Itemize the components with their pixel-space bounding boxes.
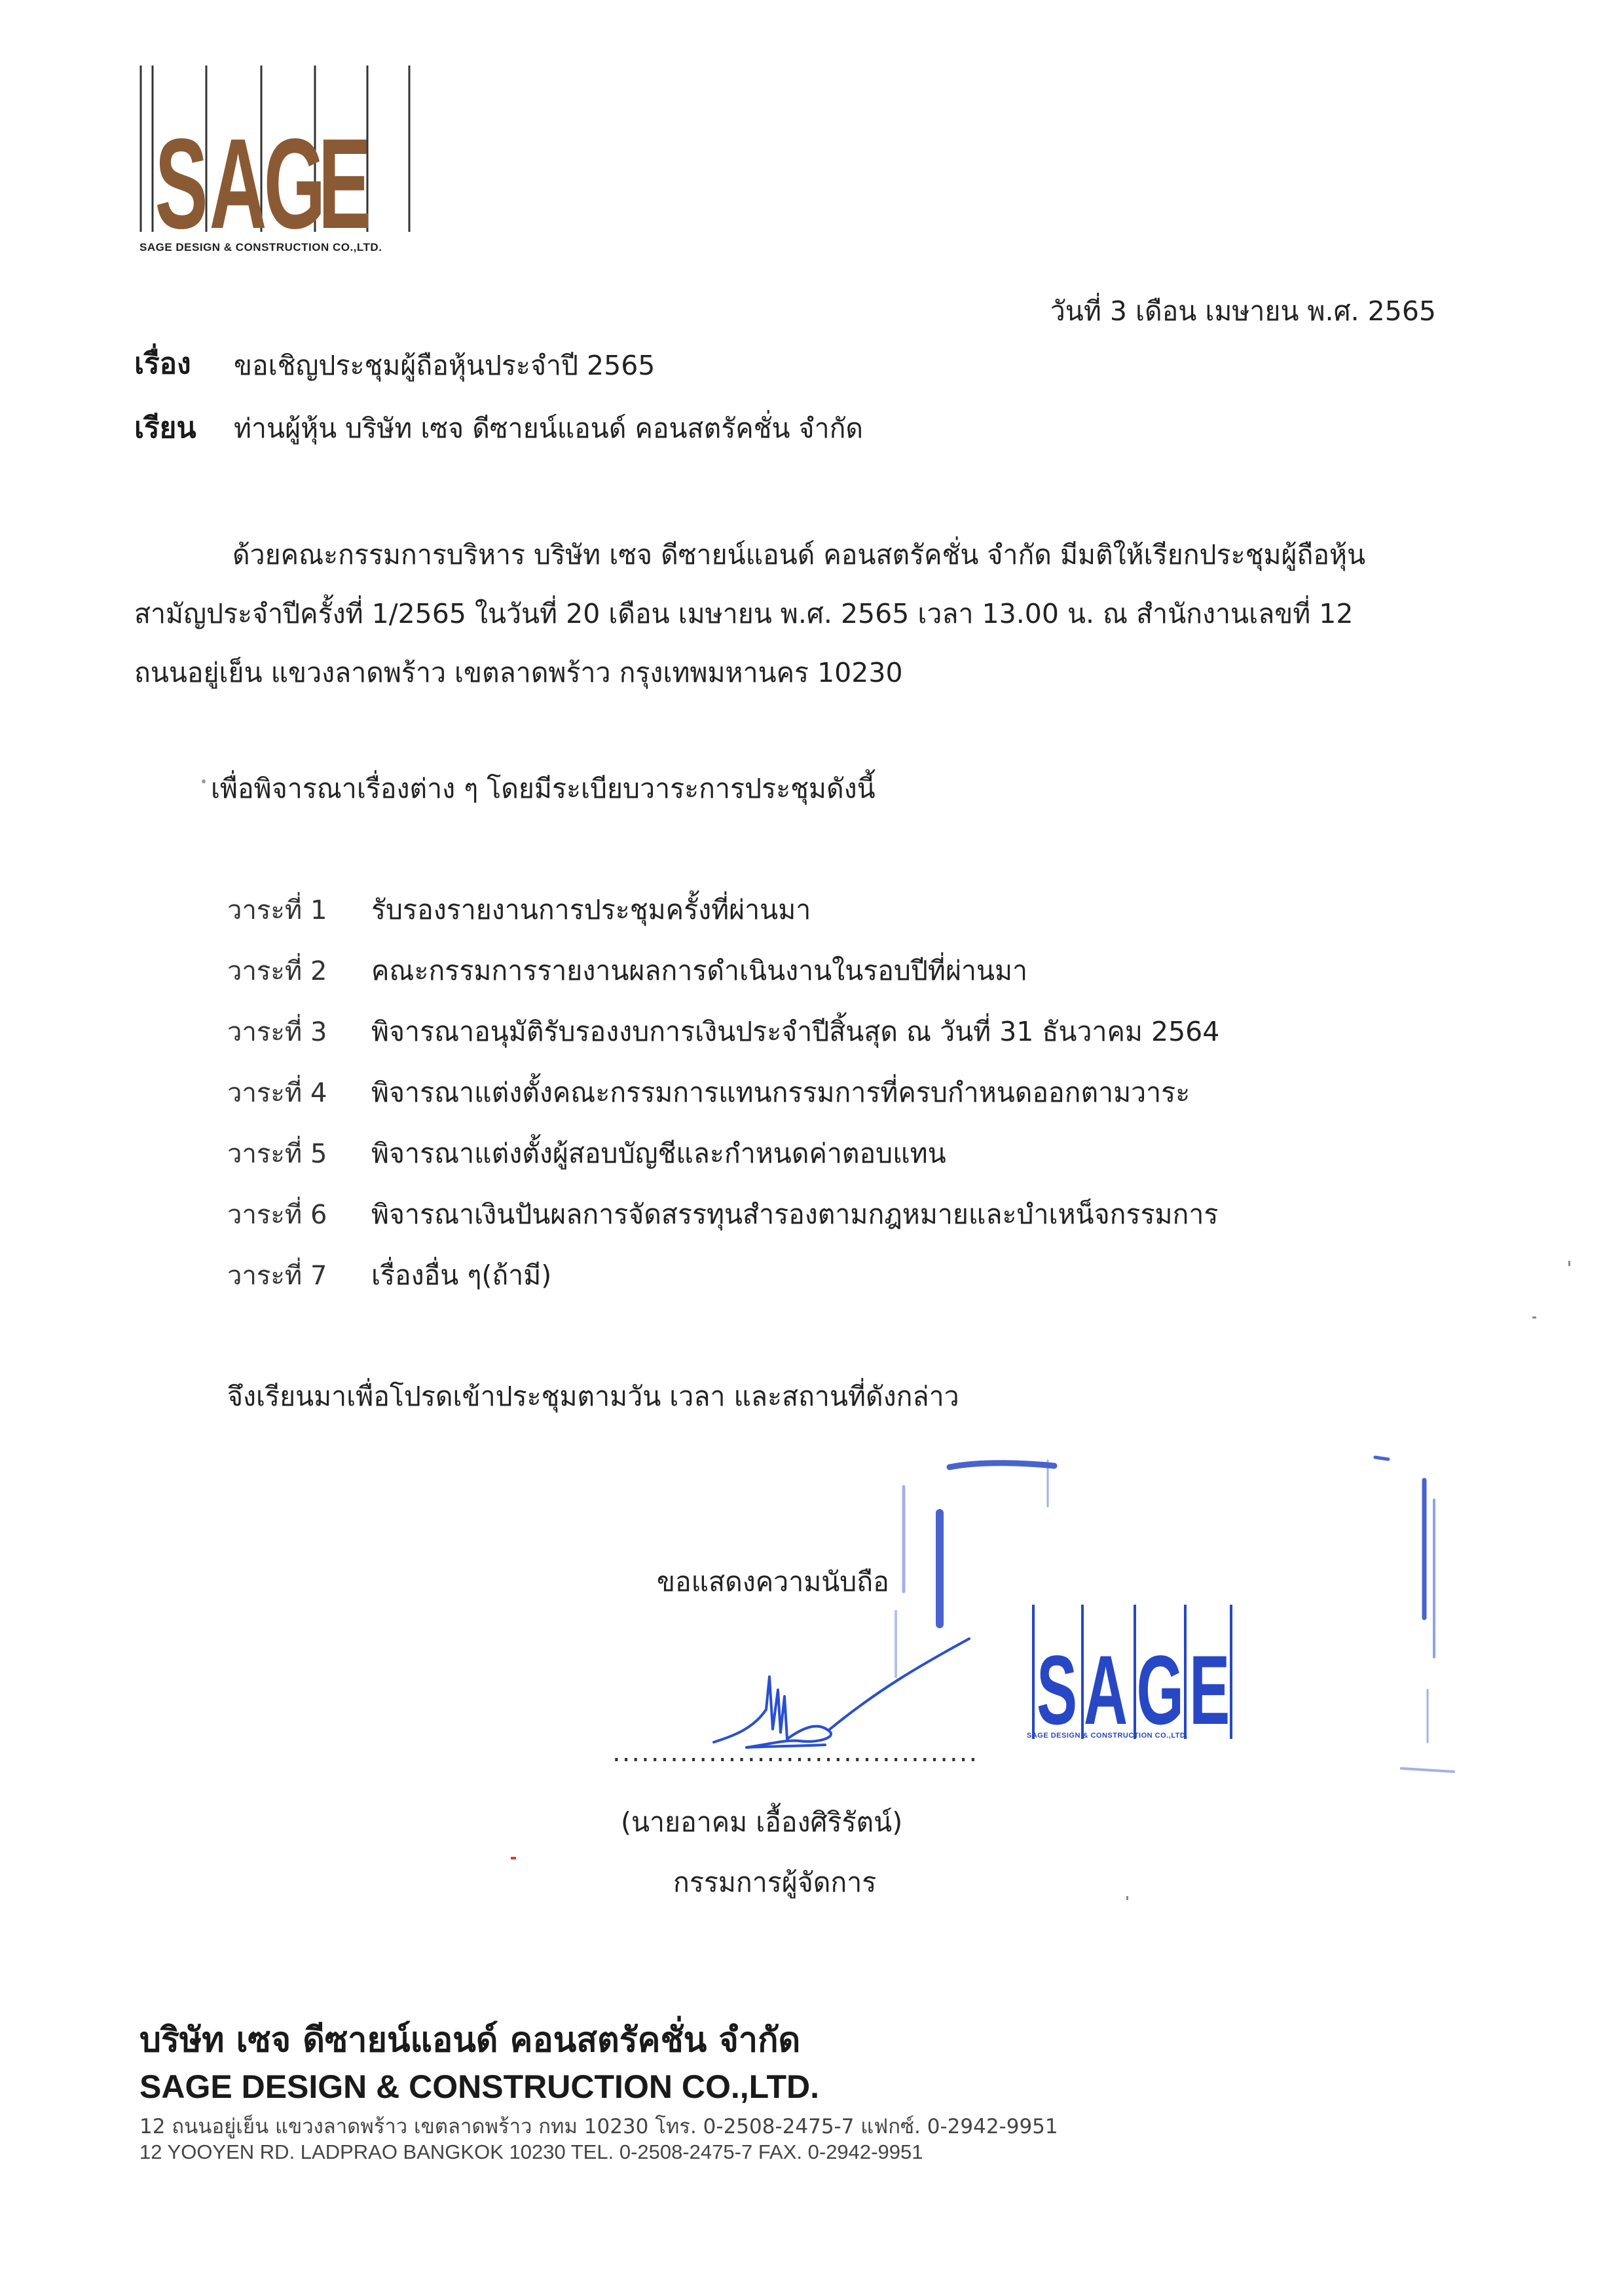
scan-speck <box>1126 1896 1128 1900</box>
agenda-text: พิจารณาเงินปันผลการจัดสรรทุนสำรองตามกฎหมายและบำเหน็จกรรมการ <box>371 1199 1219 1230</box>
footer-company-name-english: SAGE DESIGN & CONSTRUCTION CO.,LTD. <box>139 2068 819 2105</box>
subject-label: เรื่อง <box>134 347 191 381</box>
stamp-tagline: SAGE DESIGN & CONSTRUCTION CO.,LTD. <box>1027 1732 1188 1740</box>
svg-text:S: S <box>155 111 208 240</box>
agenda-text: รับรองรายงานการประชุมครั้งที่ผ่านมา <box>371 894 811 925</box>
agenda-text: คณะกรรมการรายงานผลการดำเนินงานในรอบปีที่ผ่านมา <box>371 955 1028 986</box>
agenda-number: วาระที่ 6 <box>227 1200 327 1230</box>
body-paragraph-line-3: ถนนอยู่เย็น แขวงลาดพร้าว เขตลาดพร้าว กรุงเทพมหานคร 10230 <box>134 657 903 688</box>
logo-wordmark-graphic <box>139 63 415 240</box>
footer-address-english: 12 YOOYEN RD. LADPRAO BANGKOK 10230 TEL. 0-2508-2475-7 FAX. 0-2942-9951 <box>139 2140 923 2163</box>
svg-text:E: E <box>1189 1635 1230 1745</box>
scan-speck <box>511 1857 516 1859</box>
signer-name: (นายอาคม เอื้องศิริรัตน์) <box>621 1806 903 1838</box>
subject-text: ขอเชิญประชุมผู้ถือหุ้นประจำปี 2565 <box>234 350 655 381</box>
agenda-intro: เพื่อพิจารณาเรื่องต่าง ๆ โดยมีระเบียบวาระการประชุมดังนี้ <box>211 773 876 804</box>
agenda-text: พิจารณาอนุมัติรับรองงบการเงินประจำปีสิ้นสุด ณ วันที่ 31 ธันวาคม 2564 <box>371 1016 1220 1047</box>
company-logo <box>139 63 415 259</box>
agenda-text: พิจารณาแต่งตั้งผู้สอบบัญชีและกำหนดค่าตอบแทน <box>371 1138 946 1169</box>
agenda-number: วาระที่ 1 <box>227 895 327 925</box>
agenda-number: วาระที่ 4 <box>227 1078 327 1108</box>
svg-text:G: G <box>1136 1635 1184 1745</box>
handwritten-signature <box>707 1592 982 1762</box>
svg-text:A: A <box>1083 1635 1128 1745</box>
svg-text:A: A <box>209 111 267 240</box>
scan-speck <box>1532 1316 1536 1318</box>
signer-title: กรรมการผู้จัดการ <box>673 1867 877 1898</box>
footer-company-name-thai: บริษัท เซจ ดีซายน์แอนด์ คอนสตรัคชั่น จำกัด <box>139 2021 801 2060</box>
letter-date: วันที่ 3 เดือน เมษายน พ.ศ. 2565 <box>1050 295 1436 327</box>
bullet-mark <box>202 779 206 783</box>
svg-text:G: G <box>263 111 326 240</box>
recipient-label: เรียน <box>134 411 196 445</box>
agenda-text: เรื่องอื่น ๆ(ถ้ามี) <box>371 1259 552 1291</box>
agenda-number: วาระที่ 2 <box>227 956 327 986</box>
complimentary-close: ขอแสดงความนับถือ <box>657 1566 889 1597</box>
body-paragraph-line-1: ด้วยคณะกรรมการบริหาร บริษัท เซจ ดีซายน์แอนด์ คอนสตรัคชั่น จำกัด มีมติให้เรียกประชุมผู้ถือหุ้น <box>232 539 1366 570</box>
footer-address-thai: 12 ถนนอยู่เย็น แขวงลาดพร้าว เขตลาดพร้าว กทม 10230 โทร. 0-2508-2475-7 แฟกซ์. 0-2942-9951 <box>139 2115 1058 2138</box>
logo-tagline: SAGE DESIGN & CONSTRUCTION CO.,LTD. <box>139 241 382 253</box>
agenda-number: วาระที่ 7 <box>227 1261 327 1291</box>
agenda-number: วาระที่ 5 <box>227 1139 327 1169</box>
body-paragraph-line-2: สามัญประจำปีครั้งที่ 1/2565 ในวันที่ 20 เดือน เมษายน พ.ศ. 2565 เวลา 13.00 น. ณ สำนักงานเลขที่ 12 <box>134 598 1354 629</box>
svg-text:E: E <box>318 111 371 240</box>
closing-sentence: จึงเรียนมาเพื่อโปรดเข้าประชุมตามวัน เวลา และสถานที่ดังกล่าว <box>227 1381 959 1412</box>
agenda-text: พิจารณาแต่งตั้งคณะกรรมการแทนกรรมการที่ครบกำหนดออกตามวาระ <box>371 1077 1190 1108</box>
scan-speck <box>1568 1261 1570 1266</box>
recipient-text: ท่านผู้หุ้น บริษัท เซจ ดีซายน์แอนด์ คอนสตรัคชั่น จำกัด <box>234 413 864 444</box>
agenda-number: วาระที่ 3 <box>227 1017 327 1047</box>
svg-text:S: S <box>1037 1635 1078 1745</box>
signature-dotted-line: ...................................... <box>612 1738 979 1768</box>
